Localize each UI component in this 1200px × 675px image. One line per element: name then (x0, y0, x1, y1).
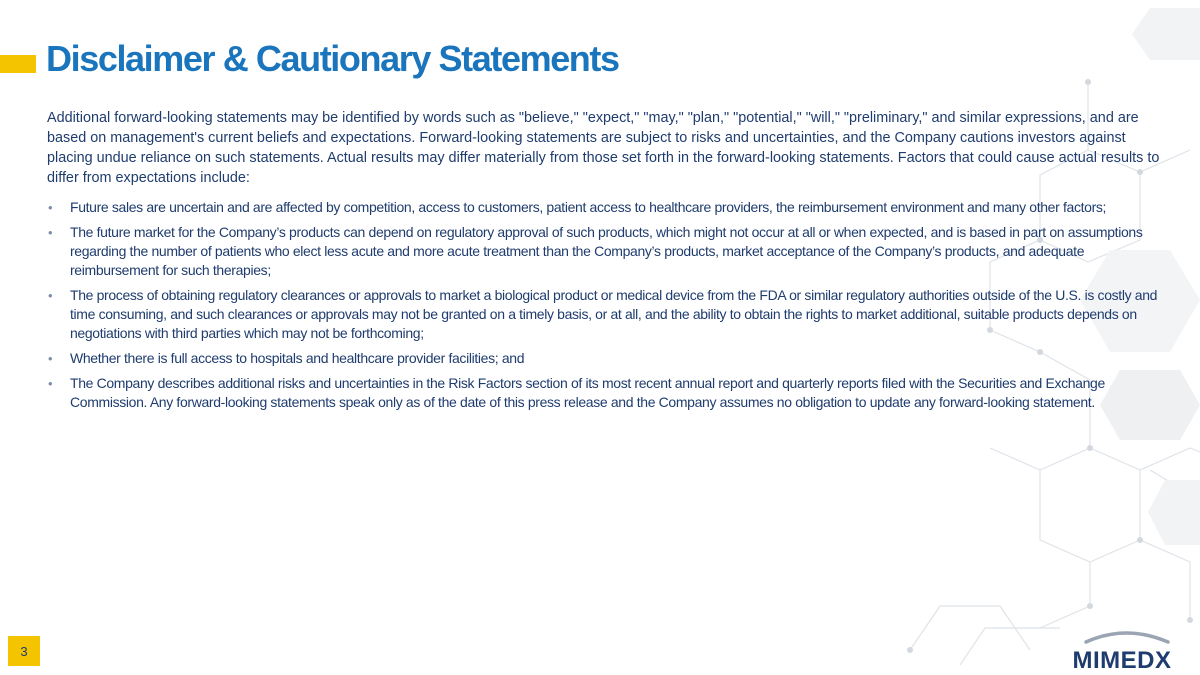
risk-factor-list (47, 198, 1167, 412)
bullet-icon: • (48, 288, 53, 303)
logo-text: MIMEDX (1072, 647, 1172, 672)
title-accent-bar (0, 55, 36, 73)
list-item-text: The Company describes additional risks and uncertainties in the Risk Factors section of its most recent annual report and quarterly reports filed with the Securities and Exchange Commission. Any forward-looking statements speak only as of the date of this press release and the Company assumes no obligation to update any forward-looking statement. (70, 375, 1105, 410)
list-item-text: The process of obtaining regulatory clearances or approvals to market a biological product or medical device from the FDA or similar regulatory authorities outside of the U.S. is costly and time consuming, and such clearances or approvals may not be granted on a timely basis, or at all, and the ability to obtain the rights to market additional, suitable products depends on negotiations with third parties which may not be forthcoming; (70, 287, 1158, 341)
list-item (47, 223, 1167, 280)
slide-title: Disclaimer & Cautionary Statements (46, 38, 619, 79)
list-item-text: Future sales are uncertain and are affected by competition, access to customers, patient access to healthcare providers, the reimbursement environment and many other factors; (70, 199, 1107, 215)
mimedx-logo (1060, 628, 1184, 672)
logo-arc-icon (1086, 633, 1168, 642)
list-item (47, 286, 1167, 343)
bullet-icon: • (48, 376, 53, 391)
list-item-text: Whether there is full access to hospitals and healthcare provider facilities; and (70, 350, 525, 366)
bullet-icon: • (48, 225, 53, 240)
page-number: 3 (8, 636, 40, 666)
list-item (47, 374, 1167, 412)
slide-content (47, 108, 1167, 418)
bullet-icon: • (48, 351, 53, 366)
list-item-text: The future market for the Company’s products can depend on regulatory approval of such products, which might not occur at all or when expected, and is based in part on assumptions regarding the number of patients who elect less acute and more acute treatment than the Company’s products, market acceptance of the Company’s products, and adequate reimbursement for such therapies; (70, 224, 1143, 278)
list-item (47, 198, 1167, 217)
bullet-icon: • (48, 200, 53, 215)
list-item (47, 349, 1167, 368)
intro-paragraph: Additional forward-looking statements may be identified by words such as "believe," "expect," "may," "plan," "potential," "will," "preliminary," and similar expressions, and are based on management's current beliefs and expectations. Forward-looking statements are subject to risks and uncertainties, and the Company cautions investors against placing undue reliance on such statements. Actual results may differ materially from those set forth in the forward-looking statements. Factors that could cause actual results to differ from expectations include: (47, 110, 1160, 186)
